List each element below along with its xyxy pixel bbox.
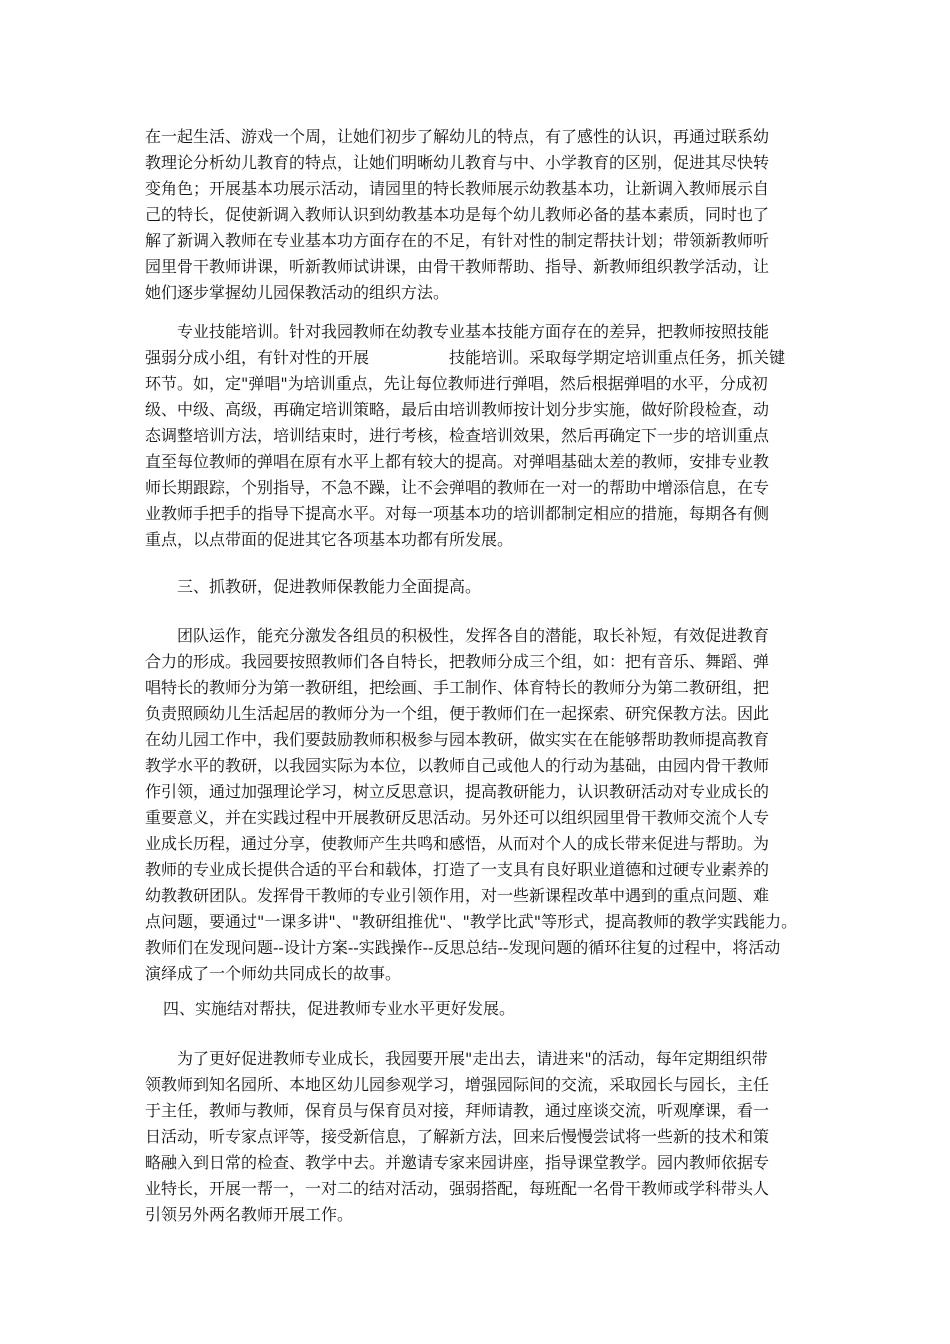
text-line: 态调整培训方法，培训结束时，进行考核，检查培训效果，然后再确定下一步的培训重点 [145,426,770,445]
section-heading: 四、实施结对帮扶，促进教师专业水平更好发展。 [163,999,516,1018]
text-line: 己的特长，促使新调入教师认识到幼教基本功是每个幼儿教师必备的基本素质，同时也了 [145,205,770,224]
text-line: 在幼儿园工作中，我们要鼓励教师积极参与园本教研，做实实在在能够帮助教师提高教育 [145,730,770,749]
text-line: 教师的专业成长提供合适的平台和载体，打造了一支具有良好职业道德和过硬专业素养的 [145,860,770,879]
text-line: 业教师手把手的指导下提高水平。对每一项基本功的培训都制定相应的措施，每期各有侧 [145,504,770,523]
text-line: 领教师到知名园所、本地区幼儿园参观学习，增强园际间的交流，采取园长与园长，主任 [145,1075,770,1094]
paragraph-4 [145,1046,825,1228]
text-line: 教理论分析幼儿教育的特点，让她们明晰幼儿教育与中、小学教育的区别，促进其尽快转 [145,153,770,172]
text-line: 教师们在发现问题--设计方案--实践操作--反思总结--发现问题的循环往复的过程中，将活动 [145,938,781,957]
paragraph-1 [145,124,825,306]
text-line: 演绎成了一个师幼共同成长的故事。 [145,964,402,983]
text-line: 变角色；开展基本功展示活动，请园里的特长教师展示幼教基本功，让新调入教师展示自 [145,179,770,198]
section-heading-3 [145,574,825,600]
text-line: 重要意义，并在实践过程中开展教研反思活动。另外还可以组织园里骨干教师交流个人专 [145,808,770,827]
section-heading-4 [145,996,825,1022]
text-line: 负责照顾幼儿生活起居的教师分为一个组，便于教师们在一起探索、研究保教方法。因此 [145,704,770,723]
text-line: 强弱分成小组，有针对性的开展 技能培训。采取每学期定培训重点任务，抓关键 [145,348,786,367]
text-line: 直至每位教师的弹唱在原有水平上都有较大的提高。对弹唱基础太差的教师，安排专业教 [145,452,770,471]
text-line: 幼教教研团队。发挥骨干教师的专业引领作用，对一些新课程改革中遇到的重点问题、难 [145,886,770,905]
paragraph-2 [145,319,825,553]
text-line: 日活动，听专家点评等，接受新信息，了解新方法，回来后慢慢尝试将一些新的技术和策 [145,1127,770,1146]
text-line: 团队运作，能充分激发各组员的积极性，发挥各自的潜能，取长补短，有效促进教育 [177,626,770,645]
text-line: 合力的形成。我园要按照教师们各自特长，把教师分成三个组，如：把有音乐、舞蹈、弹 [145,652,770,671]
text-line: 园里骨干教师讲课，听新教师试讲课，由骨干教师帮助、指导、新教师组织教学活动，让 [145,257,770,276]
text-line: 她们逐步掌握幼儿园保教活动的组织方法。 [145,283,450,302]
text-line: 环节。如，定"弹唱"为培训重点，先让每位教师进行弹唱，然后根据弹唱的水平，分成初 [145,374,768,393]
text-line: 专业技能培训。针对我园教师在幼教专业基本技能方面存在的差异，把教师按照技能 [177,322,770,341]
text-line: 唱特长的教师分为第一教研组，把绘画、手工制作、体育特长的教师分为第二教研组，把 [145,678,770,697]
text-line: 在一起生活、游戏一个周，让她们初步了解幼儿的特点，有了感性的认识，再通过联系幼 [145,127,770,146]
text-line: 为了更好促进教师专业成长，我园要开展"走出去，请进来"的活动，每年定期组织带 [177,1049,768,1068]
text-line: 点问题，要通过"一课多讲"、"教研组推优"、"教学比武"等形式，提高教师的教学实践能力。 [145,912,798,931]
text-line: 略融入到日常的检查、教学中去。并邀请专家来园讲座，指导课堂教学。园内教师依据专 [145,1153,770,1172]
paragraph-3 [145,623,825,987]
text-line: 重点，以点带面的促进其它各项基本功都有所发展。 [145,530,514,549]
text-line: 师长期跟踪，个别指导，不急不躁，让不会弹唱的教师在一对一的帮助中增添信息，在专 [145,478,770,497]
text-line: 解了新调入教师在专业基本功方面存在的不足，有针对性的制定帮扶计划；带领新教师听 [145,231,770,250]
text-line: 作引领，通过加强理论学习，树立反思意识，提高教研能力，认识教研活动对专业成长的 [145,782,770,801]
text-line: 业成长历程，通过分享，使教师产生共鸣和感悟，从而对个人的成长带来促进与帮助。为 [145,834,770,853]
text-line: 于主任，教师与教师，保育员与保育员对接，拜师请教，通过座谈交流，听观摩课，看一 [145,1101,770,1120]
section-heading: 三、抓教研，促进教师保教能力全面提高。 [177,577,482,596]
text-line: 级、中级、高级，再确定培训策略，最后由培训教师按计划分步实施，做好阶段检查，动 [145,400,770,419]
text-line: 教学水平的教研，以我园实际为本位，以教师自己或他人的行动为基础，由园内骨干教师 [145,756,770,775]
text-line: 引领另外两名教师开展工作。 [145,1205,354,1224]
text-line: 业特长，开展一帮一，一对二的结对活动，强弱搭配，每班配一名骨干教师或学科带头人 [145,1179,770,1198]
